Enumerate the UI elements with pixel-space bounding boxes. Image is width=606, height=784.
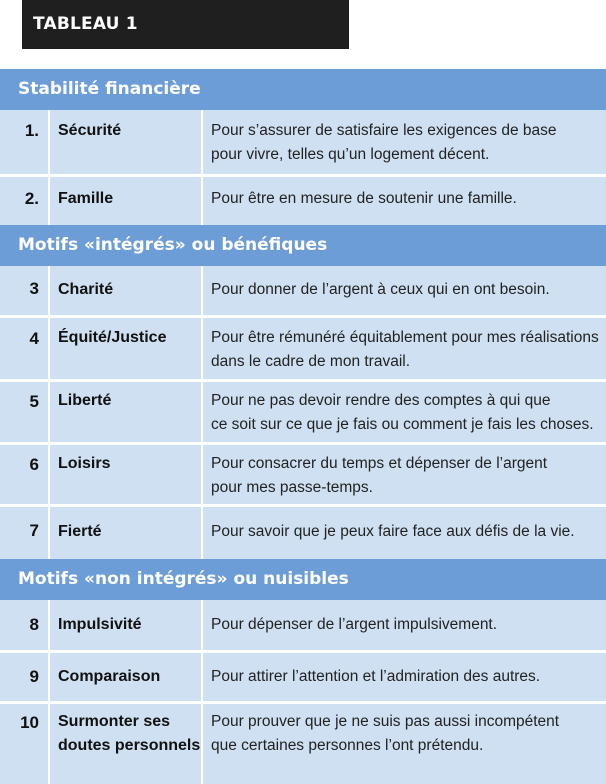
row-description: Pour dépenser de l’argent impulsivement. bbox=[211, 616, 498, 633]
table-title: TABLEAU 1 bbox=[22, 0, 349, 49]
section-header-financial-stability: Stabilité financière bbox=[0, 69, 606, 110]
row-number: 1. bbox=[24, 121, 39, 140]
row-description: Pour donner de l’argent à ceux qui en ont besoin. bbox=[211, 281, 550, 298]
table-row bbox=[0, 445, 606, 504]
row-number: 9 bbox=[29, 667, 39, 686]
row-description: Pour s’assurer de satisfaire les exigences de base pour vivre, telles qu’un logement décent. bbox=[211, 122, 557, 163]
row-description: Pour ne pas devoir rendre des comptes à qui que ce soit sur ce que je fais ou comment je fais les choses. bbox=[211, 392, 594, 433]
row-number: 7 bbox=[29, 521, 39, 540]
table-row bbox=[0, 507, 606, 559]
row-name: Famille bbox=[48, 177, 203, 225]
table-row bbox=[0, 653, 606, 701]
row-description: Pour être rémunéré équitablement pour mes réalisations dans le cadre de mon travail. bbox=[211, 329, 599, 370]
values-table bbox=[0, 69, 606, 784]
row-name: Surmonter ses doutes personnels bbox=[48, 704, 203, 784]
table-row bbox=[0, 600, 606, 650]
row-name: Loisirs bbox=[48, 445, 203, 504]
row-description: Pour prouver que je ne suis pas aussi incompétent que certaines personnes l’ont prétendu. bbox=[211, 713, 560, 754]
row-number: 4 bbox=[29, 329, 39, 348]
table-row bbox=[0, 704, 606, 784]
row-description: Pour consacrer du temps et dépenser de l’argent pour mes passe-temps. bbox=[211, 455, 548, 496]
table-row bbox=[0, 318, 606, 379]
section-header-integrated-motives: Motifs «intégrés» ou bénéfiques bbox=[0, 225, 606, 266]
row-number: 5 bbox=[29, 392, 39, 411]
row-number: 6 bbox=[29, 455, 39, 474]
table-row bbox=[0, 266, 606, 315]
row-number: 8 bbox=[29, 615, 39, 634]
row-description: Pour savoir que je peux faire face aux défis de la vie. bbox=[211, 523, 575, 540]
table-row bbox=[0, 110, 606, 174]
section-header-non-integrated-motives: Motifs «non intégrés» ou nuisibles bbox=[0, 559, 606, 600]
row-name: Équité/Justice bbox=[48, 318, 203, 379]
row-number: 3 bbox=[29, 279, 39, 298]
table-row bbox=[0, 382, 606, 442]
row-number: 10 bbox=[20, 713, 39, 732]
table-row bbox=[0, 177, 606, 225]
row-name: Fierté bbox=[48, 507, 203, 559]
row-description: Pour être en mesure de soutenir une famille. bbox=[211, 190, 517, 207]
row-number: 2. bbox=[24, 189, 39, 208]
row-name: Impulsivité bbox=[48, 600, 203, 650]
row-description: Pour attirer l’attention et l’admiration des autres. bbox=[211, 668, 541, 685]
row-name: Comparaison bbox=[48, 653, 203, 701]
row-name: Liberté bbox=[48, 382, 203, 442]
row-name: Sécurité bbox=[48, 110, 203, 174]
row-name: Charité bbox=[48, 266, 203, 315]
